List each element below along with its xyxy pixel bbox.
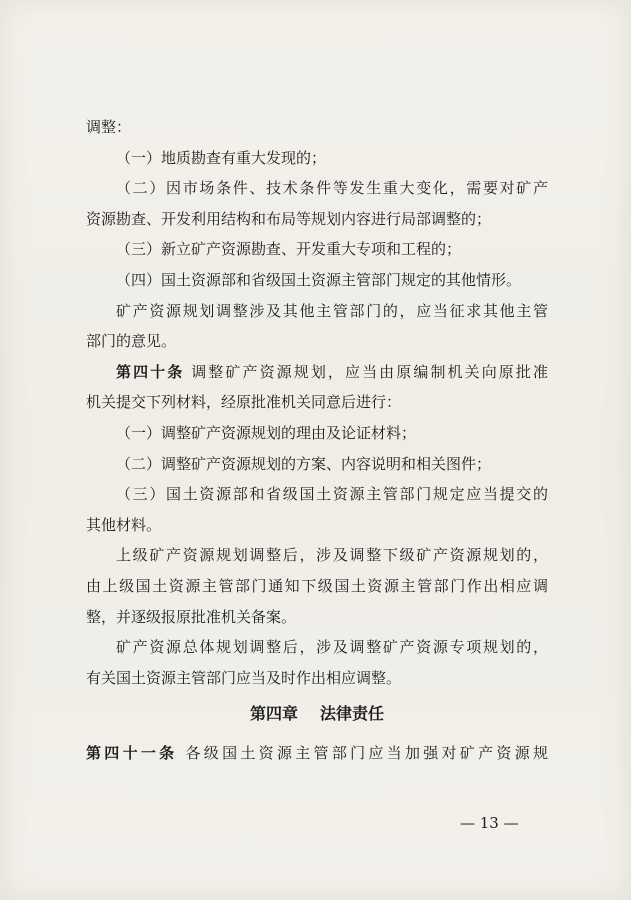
- paragraph-line: 由上级国土资源主管部门通知下级国土资源主管部门作出相应调: [86, 576, 548, 595]
- list-item: （一）调整矿产资源规划的理由及论证材料；: [116, 423, 417, 442]
- article-40-text: 调整矿产资源规划，应当由原编制机关向原批准: [191, 362, 548, 381]
- article-41-line: [86, 738, 548, 769]
- list-item: （二）调整矿产资源规划的方案、内容说明和相关图件；: [116, 454, 492, 473]
- list-item: （一）地质勘查有重大发现的；: [116, 148, 327, 167]
- chapter-heading: [86, 699, 548, 730]
- paragraph-line: 其他材料。: [86, 515, 162, 534]
- chapter-number: 第四章: [249, 704, 298, 724]
- chapter-title: 法律责任: [320, 704, 385, 724]
- article-40-heading: 第四十条: [116, 362, 185, 381]
- paragraph-line: 机关提交下列材料，经原批准机关同意后进行：: [86, 393, 402, 412]
- list-item: （二）因市场条件、技术条件等发生重大变化，需要对矿产: [116, 179, 548, 198]
- page-number: — 13 —: [460, 814, 519, 832]
- list-item: （三）国土资源部和省级国土资源主管部门规定应当提交的: [116, 485, 548, 504]
- paragraph-line: 资源勘查、开发利用结构和布局等规划内容进行局部调整的；: [86, 209, 492, 228]
- document-body: [86, 112, 548, 768]
- paragraph-line: 整，并逐级报原批准机关备案。: [86, 607, 297, 626]
- paragraph-line: 矿产资源规划调整涉及其他主管部门的，应当征求其他主管: [116, 301, 548, 320]
- article-41-text: 各级国土资源主管部门应当加强对矿产资源规: [185, 743, 548, 762]
- list-item: （三）新立矿产资源勘查、开发重大专项和工程的；: [116, 240, 462, 259]
- paragraph-line: 部门的意见。: [86, 332, 177, 351]
- list-item: （四）国土资源部和省级国土资源主管部门规定的其他情形。: [116, 270, 522, 289]
- paragraph-line: 调整：: [86, 118, 132, 136]
- article-40-line: [86, 357, 548, 388]
- article-41-heading: 第四十一条: [86, 743, 178, 762]
- paragraph-line: 有关国土资源主管部门应当及时作出相应调整。: [86, 668, 402, 687]
- paragraph-line: 矿产资源总体规划调整后，涉及调整矿产资源专项规划的，: [116, 638, 548, 657]
- paragraph-line: 上级矿产资源规划调整后，涉及调整下级矿产资源规划的，: [116, 546, 548, 565]
